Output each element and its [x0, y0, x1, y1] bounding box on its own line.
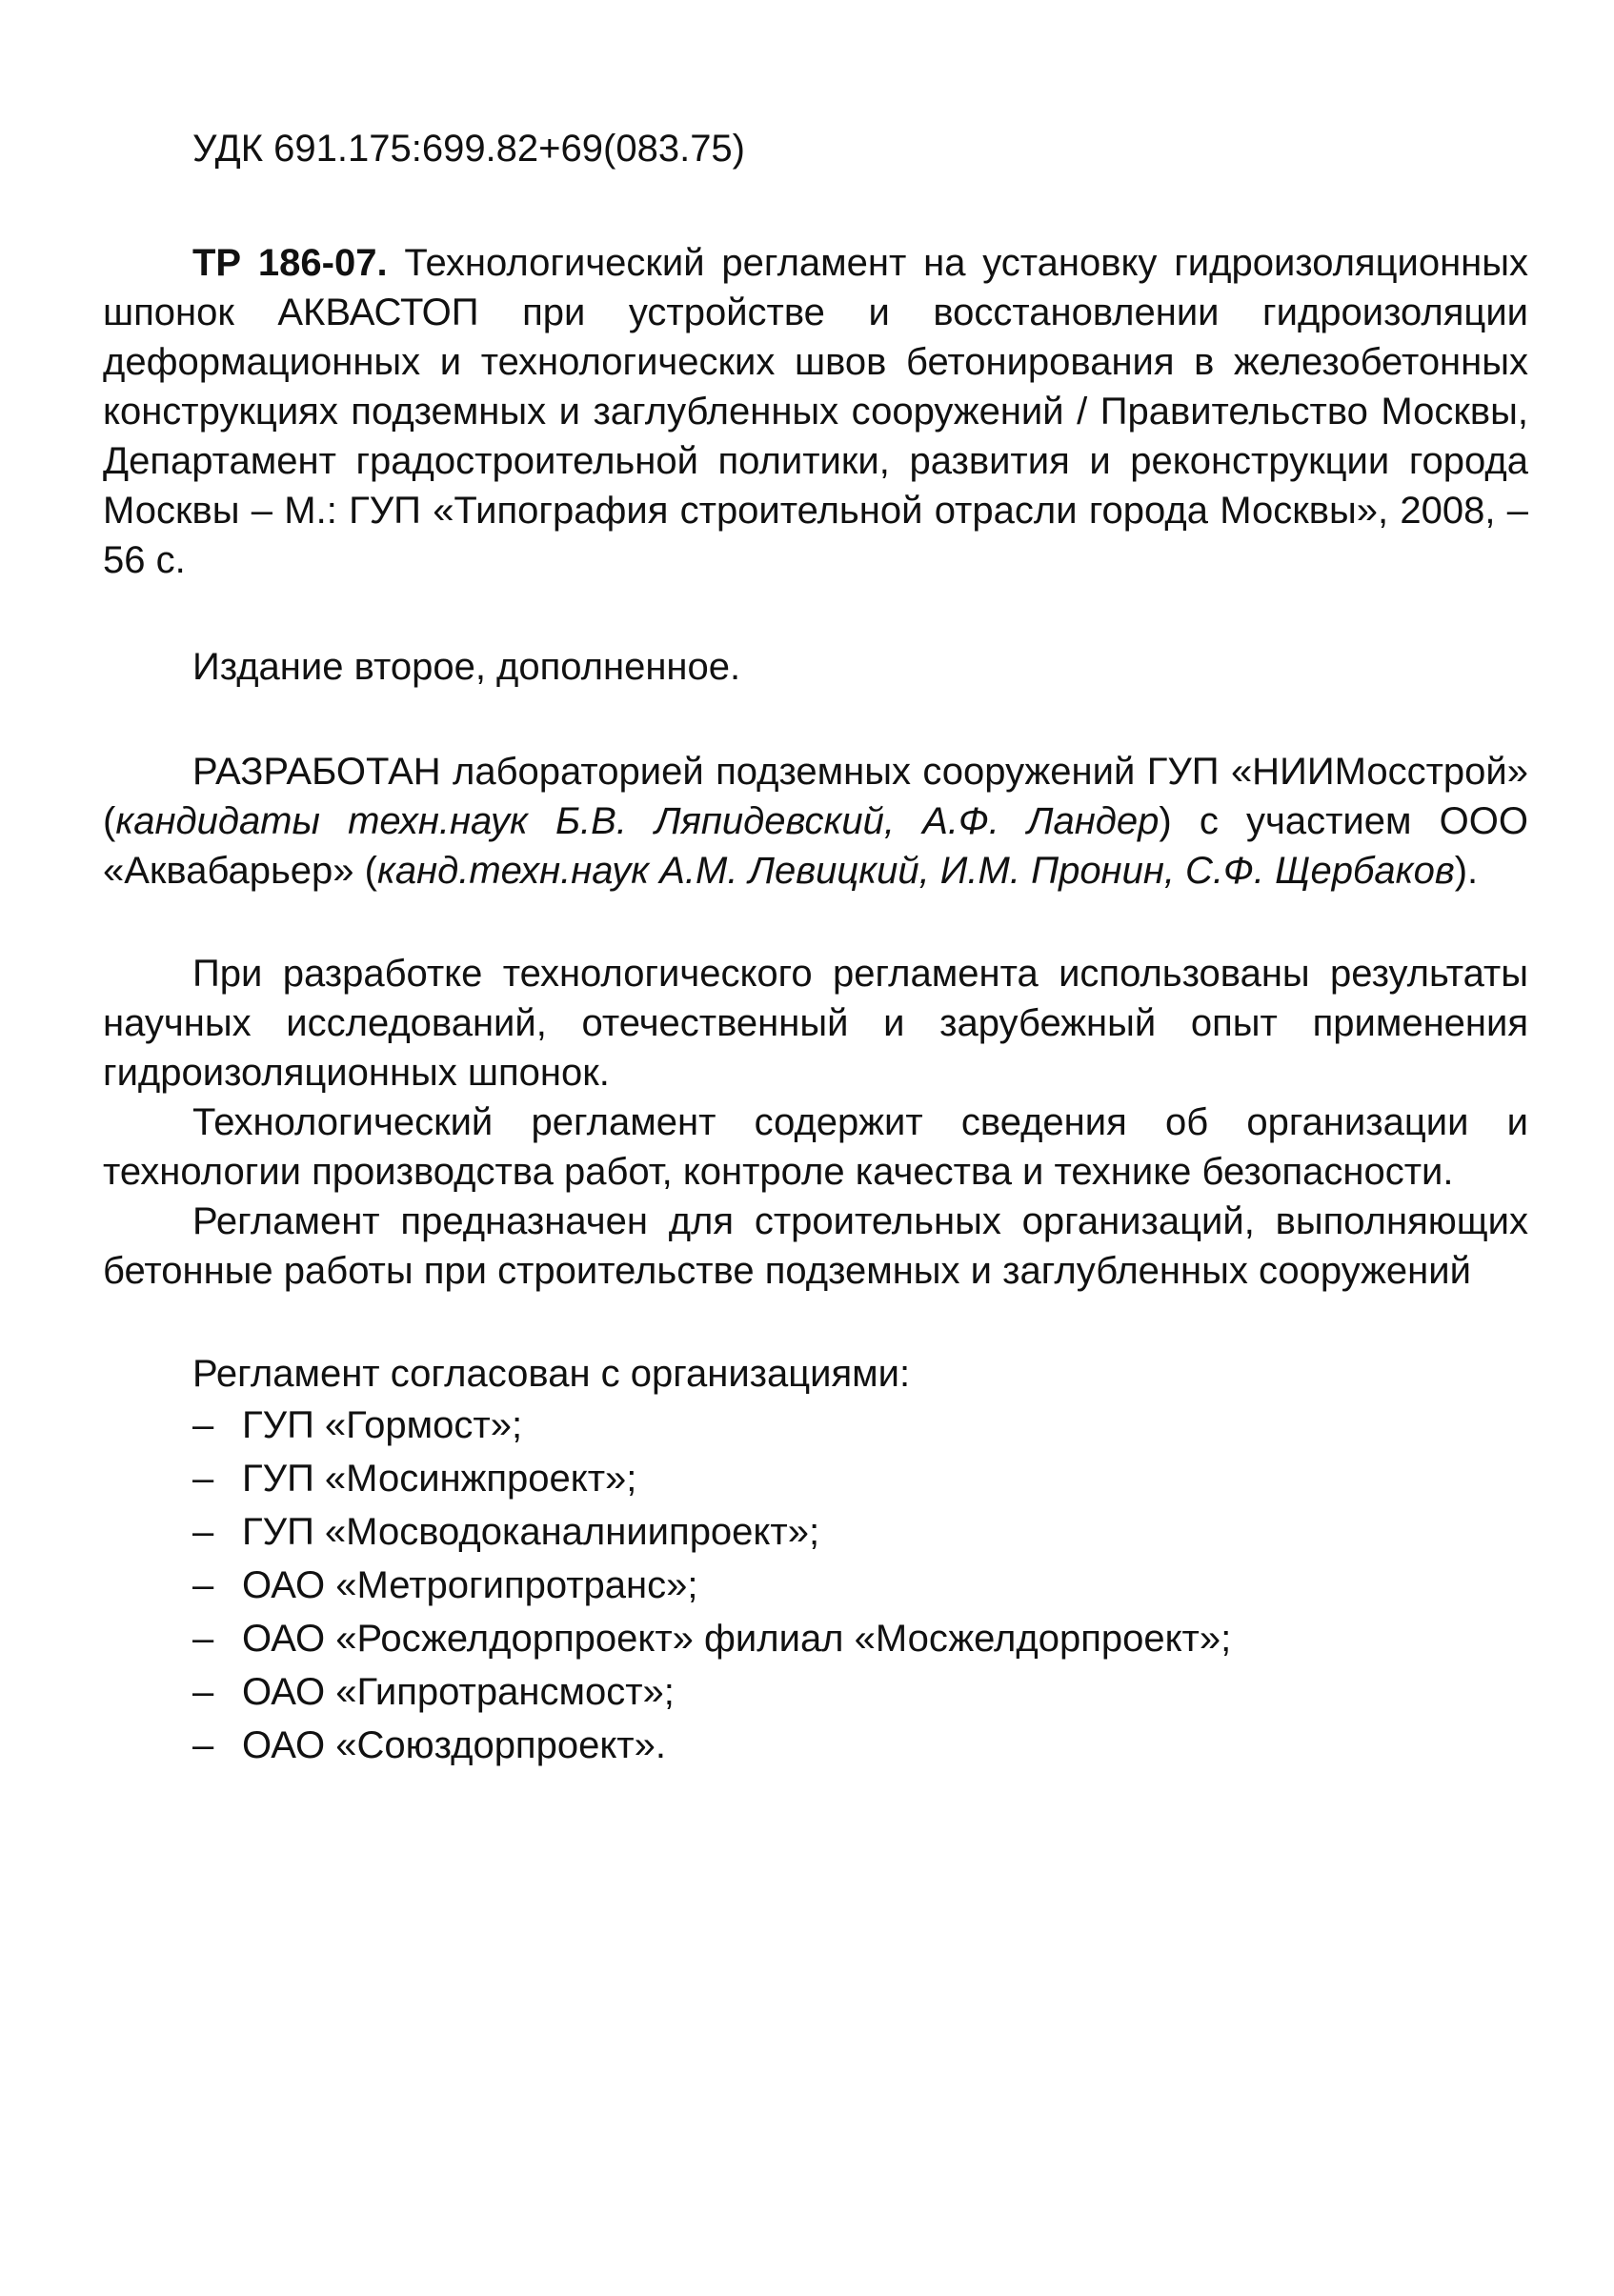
developers-text-1: РАЗРАБОТАН лабораторией подземных сооружений ГУП «НИИМосстрой» ( [103, 751, 1528, 842]
description-text: Технологический регламент на установку гидроизоляционных шпонок АКВАСТОП при устройстве и восстановлении гидроизоляции деформационных и технологических швов бетонирования в железобетонных конструкциях подземных и заглубленных сооружений / Правительство Москвы, Департамент градостроительной политики, развития и реконструкции города Москвы – М.: ГУП «Типография строительной отрасли города Москвы», 2008, – 56 с. [103, 242, 1528, 581]
developers-paragraph [103, 747, 1528, 896]
list-item [103, 1505, 1528, 1559]
usage-paragraph: Технологический регламент содержит сведения об организации и технологии производства работ, контроле качества и технике безопасности. [103, 1101, 1528, 1193]
edition-note: Издание второе, дополненное. [192, 646, 741, 688]
usage-paragraph: При разработке технологического регламента использованы результаты научных исследований, отечественный и зарубежный опыт применения гидроизоляционных шпонок. [103, 953, 1528, 1094]
developers-authors-1: кандидаты техн.наук Б.В. Ляпидевский, А.Ф. Ландер [115, 800, 1160, 842]
document-code: ТР 186-07. [192, 242, 388, 284]
usage-paragraph: Регламент предназначен для строительных организаций, выполняющих бетонные работы при строительстве подземных и заглубленных сооружений [103, 1200, 1528, 1292]
dash-marker: – [192, 1404, 214, 1446]
list-item [103, 1399, 1528, 1452]
list-item [103, 1719, 1528, 1772]
developers-text-2: ) с участием ООО «Аквабарьер» ( [103, 800, 1528, 892]
organization-name: ГУП «Мосводоканалниипроект»; [242, 1511, 820, 1553]
dash-marker: – [192, 1458, 214, 1500]
usage-section [103, 949, 1528, 1296]
organization-name: ОАО «Метрогипротранс»; [242, 1564, 698, 1606]
udk-code: УДК 691.175:699.82+69(083.75) [192, 128, 745, 170]
developers-authors-2: канд.техн.наук А.М. Левицкий, И.М. Пронин, С.Ф. Щербаков [376, 850, 1455, 892]
organization-name: ОАО «Союздорпроект». [242, 1724, 666, 1766]
organization-name: ОАО «Гипротрансмост»; [242, 1671, 675, 1713]
organization-name: ГУП «Гормост»; [242, 1404, 523, 1446]
organization-name: ГУП «Мосинжпроект»; [242, 1458, 637, 1500]
dash-marker: – [192, 1618, 214, 1660]
document-page [103, 124, 1528, 1772]
list-item [103, 1452, 1528, 1505]
organizations-list [103, 1399, 1528, 1772]
bibliographic-description [103, 238, 1528, 585]
dash-marker: – [192, 1724, 214, 1766]
agreed-title: Регламент согласован с организациями: [192, 1353, 911, 1395]
organization-name: ОАО «Росжелдорпроект» филиал «Мосжелдорпроект»; [242, 1618, 1232, 1660]
list-item [103, 1665, 1528, 1719]
dash-marker: – [192, 1511, 214, 1553]
list-item [103, 1559, 1528, 1612]
dash-marker: – [192, 1564, 214, 1606]
developers-text-3: ). [1454, 850, 1479, 892]
dash-marker: – [192, 1671, 214, 1713]
list-item [103, 1612, 1528, 1665]
